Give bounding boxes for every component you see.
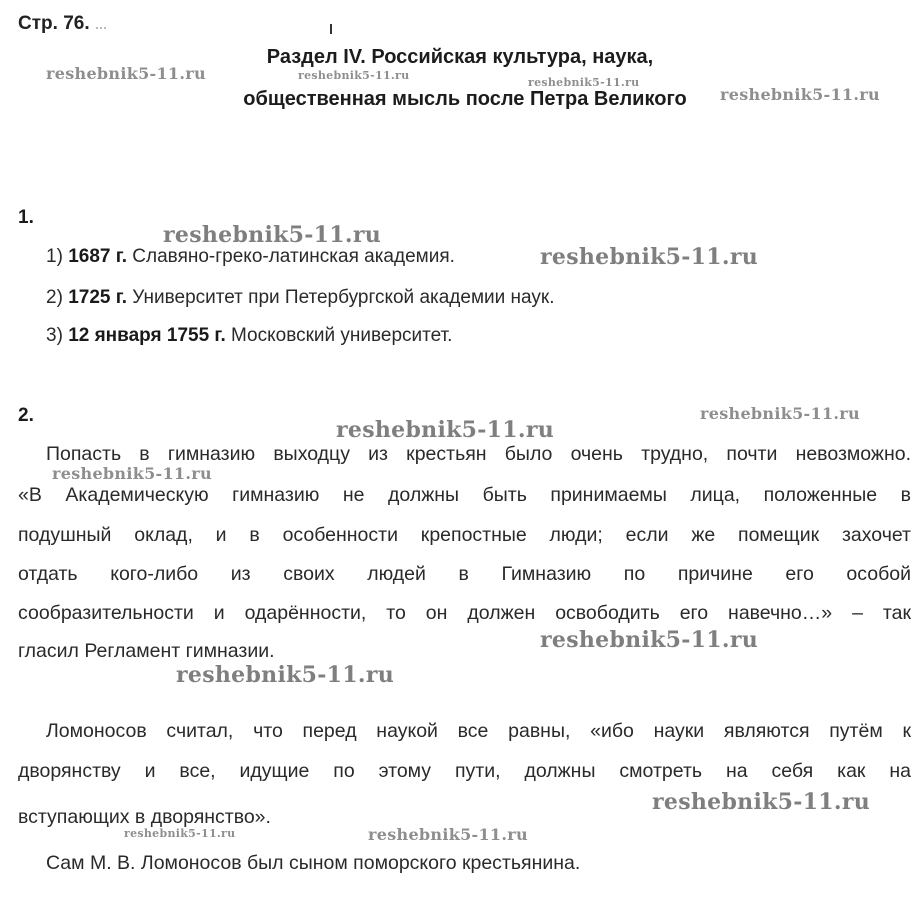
- watermark: reshebnik5-11.ru: [540, 244, 759, 270]
- paragraph-line: дворянству и все, идущие по этому пути, должны смотреть на себя как на: [18, 760, 911, 782]
- task-number-2: 2.: [18, 405, 34, 426]
- watermark: reshebnik5-11.ru: [124, 827, 236, 840]
- task-number-1: 1.: [18, 207, 34, 228]
- watermark: reshebnik5-11.ru: [336, 417, 555, 443]
- watermark: reshebnik5-11.ru: [368, 825, 528, 844]
- watermark: reshebnik5-11.ru: [540, 627, 759, 653]
- watermark: reshebnik5-11.ru: [528, 76, 640, 89]
- paragraph-line: отдать кого-либо из своих людей в Гимназию по причине его особой: [18, 563, 911, 585]
- paragraph-line: вступающих в дворянство».: [18, 806, 271, 828]
- watermark: reshebnik5-11.ru: [46, 64, 206, 83]
- watermark: reshebnik5-11.ru: [163, 222, 382, 248]
- paragraph-line: Ломоносов считал, что перед наукой все равны, «ибо науки являются путём к: [46, 720, 911, 742]
- watermark: reshebnik5-11.ru: [652, 789, 871, 815]
- paragraph-line: Сам М. В. Ломоносов был сыном поморского крестьянина.: [46, 852, 581, 874]
- paragraph-line: подушный оклад, и в особенности крепостные люди; если же помещик захочет: [18, 524, 911, 546]
- watermark: reshebnik5-11.ru: [176, 662, 395, 688]
- watermark: reshebnik5-11.ru: [720, 85, 880, 104]
- watermark: reshebnik5-11.ru: [52, 464, 212, 483]
- smudge-mark: [96, 19, 106, 29]
- watermark: reshebnik5-11.ru: [700, 404, 860, 423]
- list-item: 3) 12 января 1755 г. Московский университет.: [46, 325, 453, 346]
- page-number: Стр. 76.: [18, 13, 106, 35]
- scan-mark: [330, 24, 332, 34]
- list-item: 2) 1725 г. Университет при Петербургской академии наук.: [46, 287, 555, 308]
- paragraph-line: Попасть в гимназию выходцу из крестьян было очень трудно, почти невозможно.: [46, 443, 911, 465]
- watermark: reshebnik5-11.ru: [298, 69, 410, 82]
- section-title-line2: общественная мысль после Петра Великого: [243, 88, 687, 110]
- paragraph-line: сообразительности и одарённости, то он должен освободить его навечно…» – так: [18, 602, 911, 624]
- paragraph-line: гласил Регламент гимназии.: [18, 640, 275, 662]
- section-title-line1: Раздел IV. Российская культура, наука,: [266, 46, 654, 68]
- paragraph-line: «В Академическую гимназию не должны быть принимаемы лица, положенные в: [18, 484, 911, 506]
- list-item: 1) 1687 г. Славяно-греко-латинская академия.: [46, 246, 455, 267]
